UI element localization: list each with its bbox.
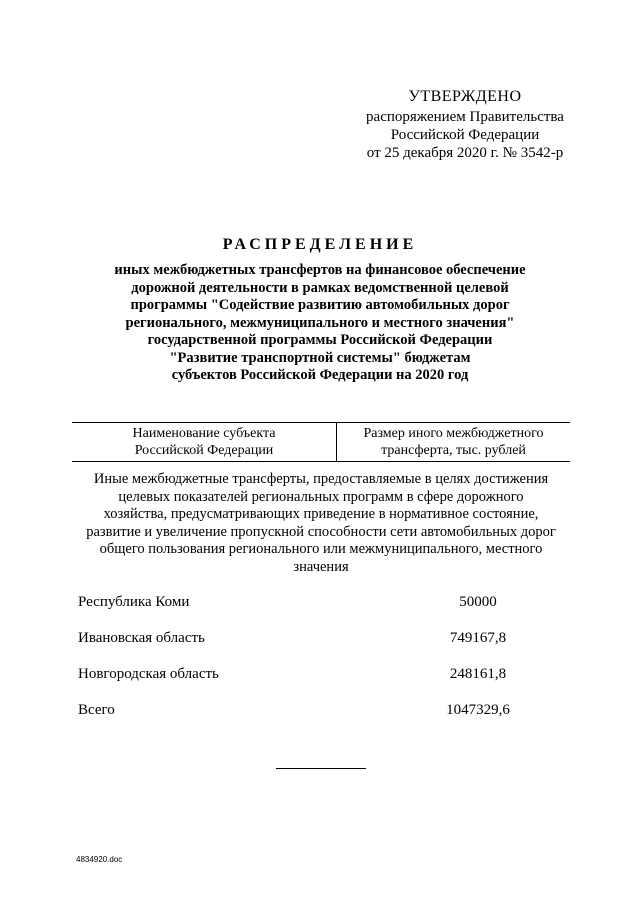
subtitle-line: программы "Содействие развитию автомобильных дорог — [130, 297, 510, 313]
table-body — [78, 592, 568, 736]
header-text: Наименование субъекта — [132, 426, 276, 441]
region-amount: 248161,8 — [449, 666, 507, 682]
approval-line: Российской Федерации — [390, 127, 540, 143]
header-text: Российской Федерации — [134, 443, 274, 458]
document-subtitle — [90, 262, 550, 385]
header-subject-column — [72, 423, 337, 461]
table-row — [78, 628, 568, 664]
total-amount: 1047329,6 — [446, 702, 510, 718]
region-name: Новгородская область — [78, 666, 219, 682]
header-amount-column — [337, 423, 570, 461]
closing-rule — [276, 768, 366, 769]
approval-line: распоряжением Правительства — [366, 109, 564, 125]
table-header — [72, 422, 570, 462]
subtitle-line: государственной программы Российской Федерации — [147, 332, 493, 348]
document-title: РАСПРЕДЕЛЕНИЕ — [222, 236, 418, 253]
region-amount: 50000 — [459, 594, 497, 610]
table-row — [78, 664, 568, 700]
table-row-total — [78, 700, 568, 736]
total-label: Всего — [78, 702, 115, 718]
section-line: хозяйства, предусматривающих приведение в нормативное состояние, — [103, 506, 539, 522]
table-row — [78, 592, 568, 628]
approval-block — [330, 88, 600, 162]
header-text: трансферта, тыс. рублей — [381, 443, 526, 458]
subtitle-line: регионального, межмуниципального и местного значения" — [125, 314, 515, 331]
subtitle-line: дорожной деятельности в рамках ведомственной целевой — [131, 279, 509, 296]
subtitle-line: "Развитие транспортной системы" бюджетам — [169, 349, 471, 366]
approval-line: от 25 декабря 2020 г. № 3542-р — [366, 145, 564, 161]
section-heading — [72, 471, 570, 576]
region-name: Ивановская область — [78, 630, 205, 646]
subtitle-line: иных межбюджетных трансфертов на финансовое обеспечение — [114, 262, 526, 278]
section-line: целевых показателей региональных программ в сфере дорожного — [118, 488, 524, 505]
section-line: значения — [293, 558, 349, 575]
subtitle-line: субъектов Российской Федерации на 2020 год — [171, 367, 469, 383]
region-amount: 749167,8 — [449, 630, 507, 646]
region-name: Республика Коми — [78, 594, 190, 610]
section-line: развитие и увеличение пропускной способности сети автомобильных дорог — [86, 523, 556, 540]
header-text: Размер иного межбюджетного — [363, 426, 544, 441]
section-line: Иные межбюджетные трансферты, предоставляемые в целях достижения — [93, 471, 549, 487]
section-line: общего пользования регионального или межмуниципального, местного — [99, 541, 543, 557]
file-reference: 4834920.doc — [76, 855, 123, 864]
approval-heading: УТВЕРЖДЕНО — [408, 88, 522, 105]
